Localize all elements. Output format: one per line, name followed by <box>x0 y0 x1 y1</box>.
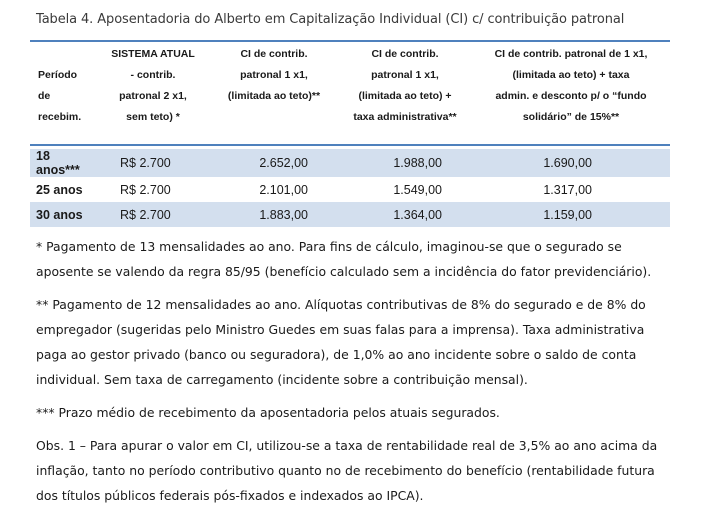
table-caption: Tabela 4. Aposentadoria do Alberto em Capitalização Individual (CI) c/ contribuição patronal <box>36 12 625 27</box>
footnote-1: * Pagamento de 13 mensalidades ao ano. Para fins de cálculo, imaginou-se que o segurado se aposente se valendo da regra 85/95 (benefício calculado sem a incidência do fator previdenciário). <box>36 239 652 279</box>
pension-table <box>30 40 670 227</box>
header-ci-admin-fee: CI de contrib. patronal 1 x1, (limitada ao teto) + taxa administrativa** <box>353 48 457 123</box>
header-period: Período de recebim. <box>38 69 82 123</box>
header-current-system: SISTEMA ATUAL - contrib. patronal 2 x1, sem teto) * <box>111 48 195 123</box>
table-row <box>30 177 670 202</box>
cell-ci-admin-fee: 1.364,00 <box>393 207 442 222</box>
cell-ci-solidarity-fund: 1.690,00 <box>543 156 592 170</box>
cell-ci-admin-fee: 1.988,00 <box>393 156 442 170</box>
observation-1: Obs. 1 – Para apurar o valor em CI, utilizou-se a taxa de rentabilidade real de 3,5% ao ano acima da inflação, tanto no período contributivo quanto no de recebimento do benefício (rentabilidade futura dos títulos públicos federais pós-fixados e indexados ao IPCA). <box>36 438 658 503</box>
cell-ci-solidarity-fund: 1.317,00 <box>543 182 592 197</box>
cell-ci-solidarity-fund: 1.159,00 <box>543 207 592 222</box>
row-period: 25 anos <box>36 182 83 197</box>
table-row <box>30 202 670 227</box>
footnote-2: ** Pagamento de 12 mensalidades ao ano. Alíquotas contributivas de 8% do segurado e de 8% do empregador (sugeridas pelo Ministro Guedes em suas falas para a imprensa). Taxa administrativa paga ao gestor privado (banco ou seguradora), de 1,0% ao ano incidente sobre o saldo de conta individual. Sem taxa de carregamento (incidente sobre a contribuição mensal). <box>36 297 646 387</box>
cell-ci-capped: 2.101,00 <box>259 182 308 197</box>
footnote-3: *** Prazo médio de recebimento da aposentadoria pelos atuais segurados. <box>36 405 500 420</box>
header-ci-capped: CI de contrib. patronal 1 x1, (limitada ao teto)** <box>227 48 321 102</box>
header-ci-solidarity-fund: CI de contrib. patronal de 1 x1, (limitada ao teto) + taxa admin. e desconto p/ o “fundo solidário” de 15%** <box>494 48 648 123</box>
table-row <box>30 149 670 177</box>
cell-current-system: R$ 2.700 <box>120 156 171 170</box>
row-period: 18 anos*** <box>36 149 80 177</box>
table-header-row <box>30 41 670 145</box>
cell-current-system: R$ 2.700 <box>120 182 171 197</box>
cell-ci-capped: 1.883,00 <box>259 207 308 222</box>
cell-current-system: R$ 2.700 <box>120 207 171 222</box>
row-period: 30 anos <box>36 207 83 222</box>
cell-ci-capped: 2.652,00 <box>259 156 308 170</box>
footnotes <box>36 234 676 516</box>
cell-ci-admin-fee: 1.549,00 <box>393 182 442 197</box>
